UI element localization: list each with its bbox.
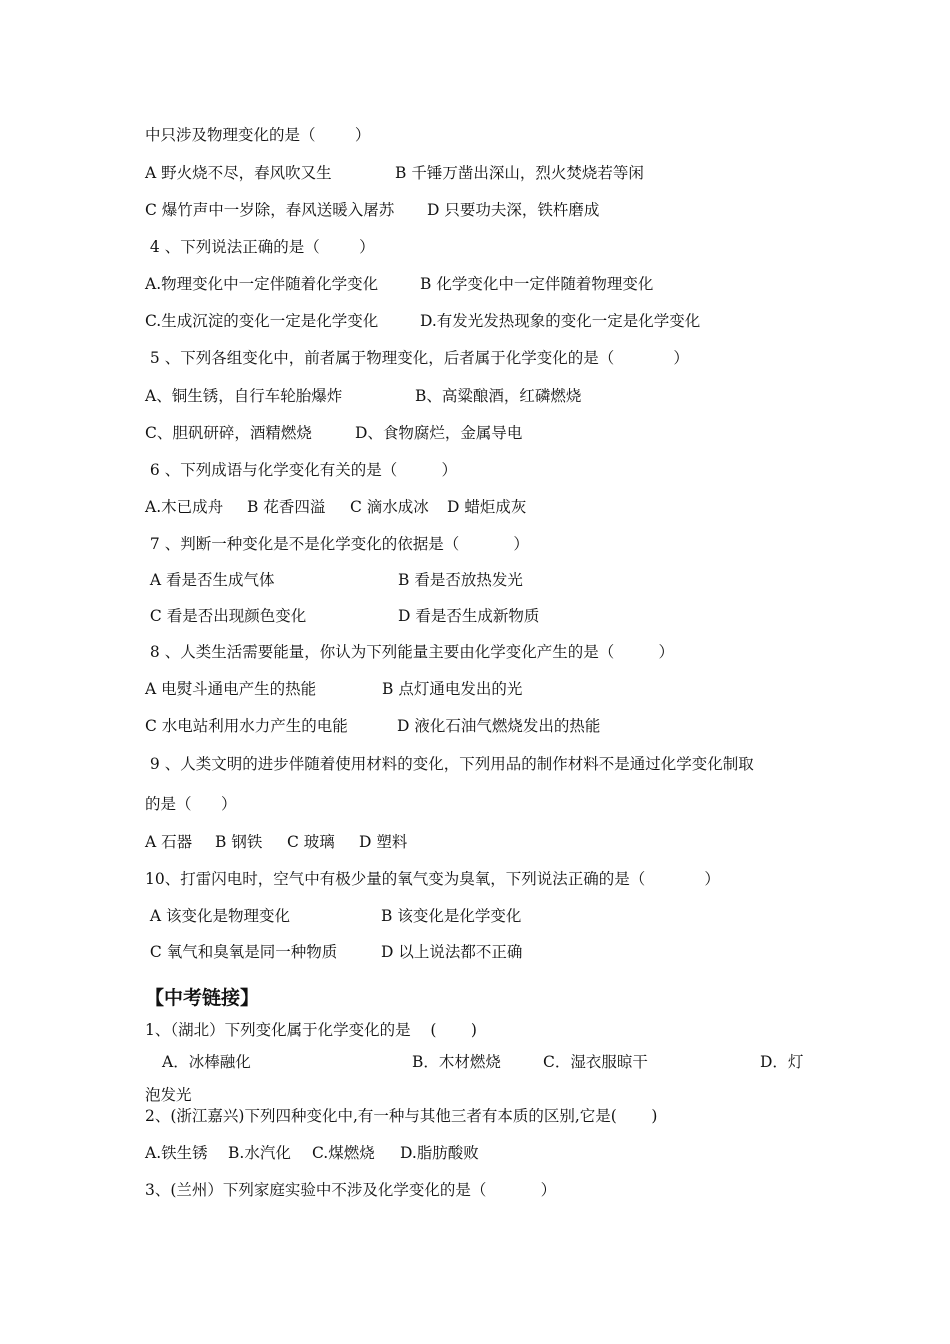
q7-option-d: D 看是否生成新物质 (398, 607, 540, 625)
q9-option-b: B 钢铁 (215, 833, 263, 851)
z1-stem: 1、（湖北）下列变化属于化学变化的是 ( ) (145, 1021, 477, 1039)
z2-option-d: D.脂肪酸败 (400, 1144, 479, 1162)
q9-stem-line1: 9 、人类文明的进步伴随着使用材料的变化，下列用品的制作材料不是通过化学变化制取 (145, 755, 754, 773)
q7-option-b: B 看是否放热发光 (398, 571, 523, 589)
q7-option-c: C 看是否出现颜色变化 (145, 607, 307, 625)
q6-option-b: B 花香四溢 (247, 498, 326, 516)
z1-option-c: C．湿衣服晾干 (543, 1053, 648, 1071)
q10-option-a: A 该变化是物理变化 (145, 907, 291, 925)
q5-option-c: C、胆矾研碎，酒精燃烧 (145, 424, 312, 442)
z2-option-a: A.铁生锈 (145, 1144, 208, 1162)
q6-option-a: A.木已成舟 (145, 498, 224, 516)
q8-option-b: B 点灯通电发出的光 (382, 680, 523, 698)
q8-stem: 8 、人类生活需要能量，你认为下列能量主要由化学变化产生的是（ ） (145, 643, 675, 661)
z1-option-b: B．木材燃烧 (412, 1053, 501, 1071)
q9-option-c: C 玻璃 (287, 833, 335, 851)
q10-option-b: B 该变化是化学变化 (381, 907, 522, 925)
q10-stem: 10、打雷闪电时，空气中有极少量的氧气变为臭氧，下列说法正确的是（ ） (145, 870, 720, 888)
z2-option-b: B.水汽化 (228, 1144, 291, 1162)
q4-option-c: C.生成沉淀的变化一定是化学变化 (145, 312, 379, 330)
q8-option-c: C 水电站利用水力产生的电能 (145, 717, 348, 735)
section-title: 【中考链接】 (145, 987, 260, 1009)
q4-option-b: B 化学变化中一定伴随着物理变化 (420, 275, 654, 293)
q3-option-b: B 千锤万凿出深山，烈火焚烧若等闲 (395, 164, 644, 182)
q10-option-d: D 以上说法都不正确 (381, 943, 523, 961)
z1-option-a: A．冰棒融化 (162, 1053, 251, 1071)
q5-option-d: D、食物腐烂，金属导电 (355, 424, 523, 442)
q4-stem: 4 、下列说法正确的是（ ） (145, 238, 375, 256)
q9-option-a: A 石器 (145, 833, 193, 851)
z2-option-c: C.煤燃烧 (312, 1144, 375, 1162)
q3-option-a: A 野火烧不尽，春风吹又生 (145, 164, 332, 182)
q6-stem: 6 、下列成语与化学变化有关的是（ ） (145, 461, 458, 479)
q10-option-c: C 氧气和臭氧是同一种物质 (145, 943, 338, 961)
q6-option-d: D 蜡炬成灰 (447, 498, 527, 516)
q9-option-d: D 塑料 (359, 833, 408, 851)
q5-option-a: A、铜生锈，自行车轮胎爆炸 (145, 387, 343, 405)
q8-option-a: A 电熨斗通电产生的热能 (145, 680, 317, 698)
q7-stem: 7 、判断一种变化是不是化学变化的依据是（ ） (145, 535, 529, 553)
q5-option-b: B、高粱酿酒，红磷燃烧 (415, 387, 582, 405)
z1-option-d-continued: 泡发光 (145, 1086, 192, 1104)
q9-stem-line2: 的是（ ） (145, 795, 237, 813)
q3-option-c: C 爆竹声中一岁除，春风送暖入屠苏 (145, 201, 395, 219)
z3-stem: 3、(兰州）下列家庭实验中不涉及化学变化的是（ ） (145, 1181, 557, 1199)
q3-option-d: D 只要功夫深，铁杵磨成 (427, 201, 600, 219)
q3-stem-tail: 中只涉及物理变化的是（ ） (145, 126, 371, 144)
z1-option-d: D．灯 (760, 1053, 804, 1071)
q8-option-d: D 液化石油气燃烧发出的热能 (397, 717, 601, 735)
q6-option-c: C 滴水成冰 (350, 498, 429, 516)
q5-stem: 5 、下列各组变化中，前者属于物理变化，后者属于化学变化的是（ ） (145, 349, 689, 367)
z2-stem: 2、(浙江嘉兴)下列四种变化中,有一种与其他三者有本质的区别,它是( ) (145, 1107, 658, 1125)
q4-option-a: A.物理变化中一定伴随着化学变化 (145, 275, 379, 293)
q4-option-d: D.有发光发热现象的变化一定是化学变化 (420, 312, 701, 330)
q7-option-a: A 看是否生成气体 (145, 571, 275, 589)
